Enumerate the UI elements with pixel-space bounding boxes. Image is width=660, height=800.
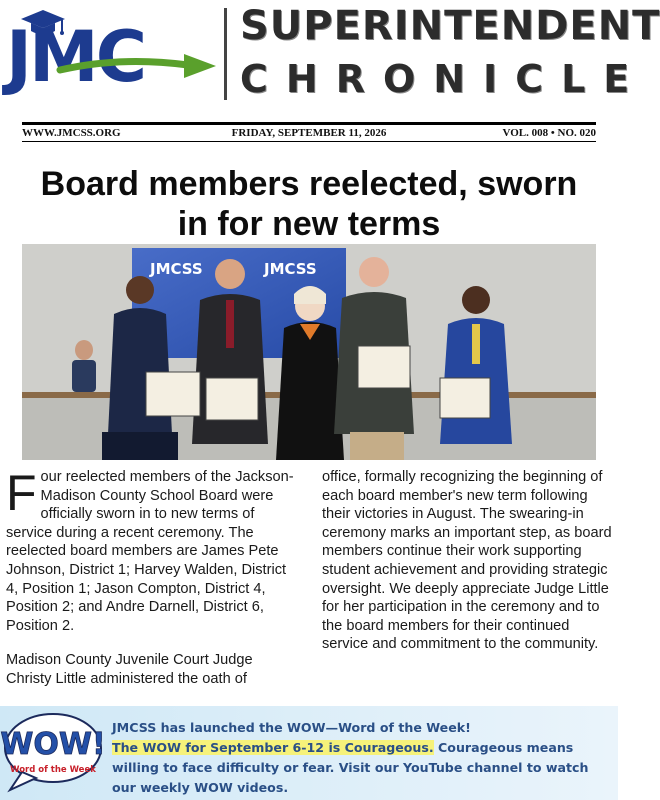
wow-speech-bubble-icon <box>2 710 104 792</box>
masthead <box>0 0 660 120</box>
article-paragraph-3: office, formally recognizing the beginning of each board member's new term following their victories in August. The swearing-in ceremony marks an important step, as board members continue their work supporting student achievement and providing strategic oversight. We deeply appreciate Judge Little for her participation in the ceremony and to the board members for their continued service and commitment to the community. <box>322 469 612 653</box>
group-photo-illustration <box>22 244 596 460</box>
article-paragraph-1 <box>6 465 298 635</box>
wow-banner <box>0 706 618 800</box>
website-link[interactable]: WWW.JMCSS.ORG <box>22 127 121 139</box>
wow-line-2-rest: Courageous means willing to face difficulty or fear. Visit our YouTube channel to watch our weekly WOW videos. <box>112 740 589 795</box>
jmc-logo <box>6 8 218 100</box>
backdrop-logo-text: JMCSS <box>150 260 203 278</box>
paragraph-1-text: our reelected members of the Jackson-Madison County School Board were officially sworn in to new terms of service during a recent ceremony. The reelected board members are James Pete Johnson, District 1; Harvey Walden, District 4, Position 1; Jason Compton, District 4, Position 2; and Andre Darnell, District 6, Position 2. <box>6 469 294 634</box>
logo-letters: JMC <box>6 16 145 98</box>
wow-line-2 <box>112 738 616 798</box>
article-paragraph-2: Madison County Juvenile Court Judge Christy Little administered the oath of <box>6 652 253 687</box>
volume-number: VOL. 008 • NO. 020 <box>502 127 596 139</box>
arrow-icon <box>60 52 218 82</box>
masthead-title-line-2: CHRONICLE <box>240 57 648 101</box>
wow-highlight: The WOW for September 6-12 is Courageous. <box>112 740 434 755</box>
backdrop-logo-text-2: JMCSS <box>264 260 317 278</box>
masthead-divider <box>224 8 227 100</box>
drop-cap: F <box>6 465 37 521</box>
article-column-right <box>322 468 614 670</box>
wow-line-1: JMCSS has launched the WOW—Word of the Week! <box>112 720 471 735</box>
wow-message <box>112 718 616 798</box>
info-rule-bottom <box>22 141 596 142</box>
group-photo <box>22 244 596 460</box>
article-column-left <box>6 465 298 705</box>
wow-bubble-text: WOW! <box>0 727 106 762</box>
masthead-title-line-1: SUPERINTENDENT <box>240 3 660 49</box>
article-headline: Board members reelected, sworn in for new terms <box>40 165 578 243</box>
info-rule-top <box>22 122 596 125</box>
issue-date: FRIDAY, SEPTEMBER 11, 2026 <box>231 127 387 139</box>
wow-bubble-caption: Word of the Week <box>10 765 96 775</box>
info-bar <box>22 126 596 140</box>
